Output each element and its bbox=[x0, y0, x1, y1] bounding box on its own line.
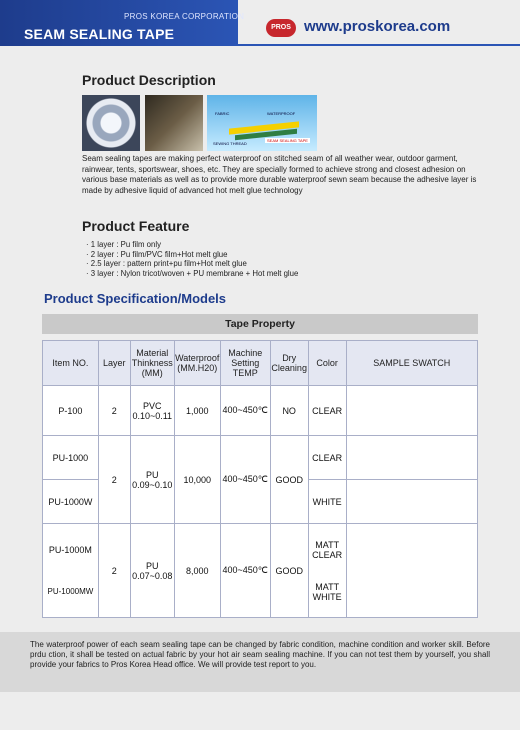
cell-dry: NO bbox=[270, 386, 308, 436]
col-waterproof: Waterproof (MM.H20) bbox=[174, 341, 220, 386]
cell-waterproof: 8,000 bbox=[174, 524, 220, 618]
diagram-label-fabric: FABRIC bbox=[215, 111, 230, 116]
cell-item: PU-1000 bbox=[43, 436, 99, 480]
cell-layer: 2 bbox=[98, 386, 130, 436]
cell-item: P-100 bbox=[43, 386, 99, 436]
table-row bbox=[43, 524, 478, 618]
sample-swatch bbox=[346, 524, 477, 618]
description-text: Seam sealing tapes are making perfect waterproof on stitched seam of all weather wear, outdoor garment, rainwear, tents, sportswear, shoes, etc. They are specially formed to achieve strong and closest adhesion on various base materials as well as to provide more durable waterproof sewn seam because the adhesive layer is made by adhesive liquid of advanced hot melt glue technology bbox=[82, 154, 477, 195]
spec-table bbox=[42, 340, 478, 618]
cell-temp: 400~450℃ bbox=[220, 524, 270, 618]
cell-dry: GOOD bbox=[270, 436, 308, 524]
seam-diagram-image bbox=[207, 95, 317, 151]
col-layer: Layer bbox=[98, 341, 130, 386]
color-name: MATT CLEAR bbox=[312, 539, 343, 560]
website-link[interactable]: www.proskorea.com bbox=[304, 18, 451, 35]
cell-item bbox=[43, 524, 99, 618]
table-title: Tape Property bbox=[42, 314, 478, 334]
col-material: Material Thinkness (MM) bbox=[130, 341, 174, 386]
item-name: PU-1000M bbox=[48, 545, 92, 555]
header bbox=[0, 0, 520, 46]
cell-color: WHITE bbox=[308, 480, 346, 524]
cell-material: PU 0.07~0.08 bbox=[130, 524, 174, 618]
diagram-label-tape: SEAM SEALING TAPE bbox=[267, 138, 308, 143]
spec-heading: Product Specification/Models bbox=[44, 291, 227, 306]
diagram-label-thread: SEWING THREAD bbox=[213, 141, 247, 146]
cell-layer: 2 bbox=[98, 436, 130, 524]
color-name: MATT WHITE bbox=[312, 581, 342, 602]
diagram-label-waterproof: WATERPROOF bbox=[267, 111, 296, 116]
header-divider bbox=[238, 44, 520, 46]
cell-temp: 400~450℃ bbox=[220, 436, 270, 524]
feature-item: · 2.5 layer : pattern print+pu film+Hot melt glue bbox=[86, 259, 298, 269]
item-name: PU-1000MW bbox=[47, 587, 94, 596]
corporation-name: PROS KOREA CORPORATION bbox=[124, 12, 245, 21]
pros-logo: PROS bbox=[266, 19, 296, 37]
product-feature-heading: Product Feature bbox=[82, 218, 190, 234]
feature-item: · 2 layer : Pu film/PVC film+Hot melt glue bbox=[86, 250, 298, 260]
col-temp: Machine Setting TEMP bbox=[220, 341, 270, 386]
cell-item: PU-1000W bbox=[43, 480, 99, 524]
cell-waterproof: 10,000 bbox=[174, 436, 220, 524]
cell-material: PU 0.09~0.10 bbox=[130, 436, 174, 524]
page-title: SEAM SEALING TAPE bbox=[24, 26, 175, 42]
cell-color: CLEAR bbox=[308, 386, 346, 436]
sample-swatch bbox=[346, 480, 477, 524]
table-row bbox=[43, 436, 478, 480]
feature-list bbox=[86, 240, 298, 278]
feature-item: · 1 layer : Pu film only bbox=[86, 240, 298, 250]
sample-swatch bbox=[346, 436, 477, 480]
col-item: Item NO. bbox=[43, 341, 99, 386]
sample-swatch bbox=[346, 386, 477, 436]
cell-temp: 400~450℃ bbox=[220, 386, 270, 436]
cell-color: CLEAR bbox=[308, 436, 346, 480]
tape-roll-image bbox=[82, 95, 140, 151]
table-row bbox=[43, 386, 478, 436]
cell-waterproof: 1,000 bbox=[174, 386, 220, 436]
cell-layer: 2 bbox=[98, 524, 130, 618]
feature-item: · 3 layer : Nylon tricot/woven + PU membrane + Hot melt glue bbox=[86, 269, 298, 279]
col-color: Color bbox=[308, 341, 346, 386]
tape-application-image bbox=[145, 95, 203, 151]
table-header-row bbox=[43, 341, 478, 386]
col-dry: Dry Cleaning bbox=[270, 341, 308, 386]
footer-note: The waterproof power of each seam sealing tape can be changed by fabric condition, machine condition and worker skill. Before prdu ction, it shall be tested on actual fabric by your hot air seam sealing machine. If you can not test them by yourself, you shall provide your fabrics to Pros Korea Head office. We will provide test report to you. bbox=[30, 640, 490, 669]
cell-color bbox=[308, 524, 346, 618]
col-swatch: SAMPLE SWATCH bbox=[346, 341, 477, 386]
cell-dry: GOOD bbox=[270, 524, 308, 618]
cell-material: PVC 0.10~0.11 bbox=[130, 386, 174, 436]
product-description-heading: Product Description bbox=[82, 72, 216, 88]
